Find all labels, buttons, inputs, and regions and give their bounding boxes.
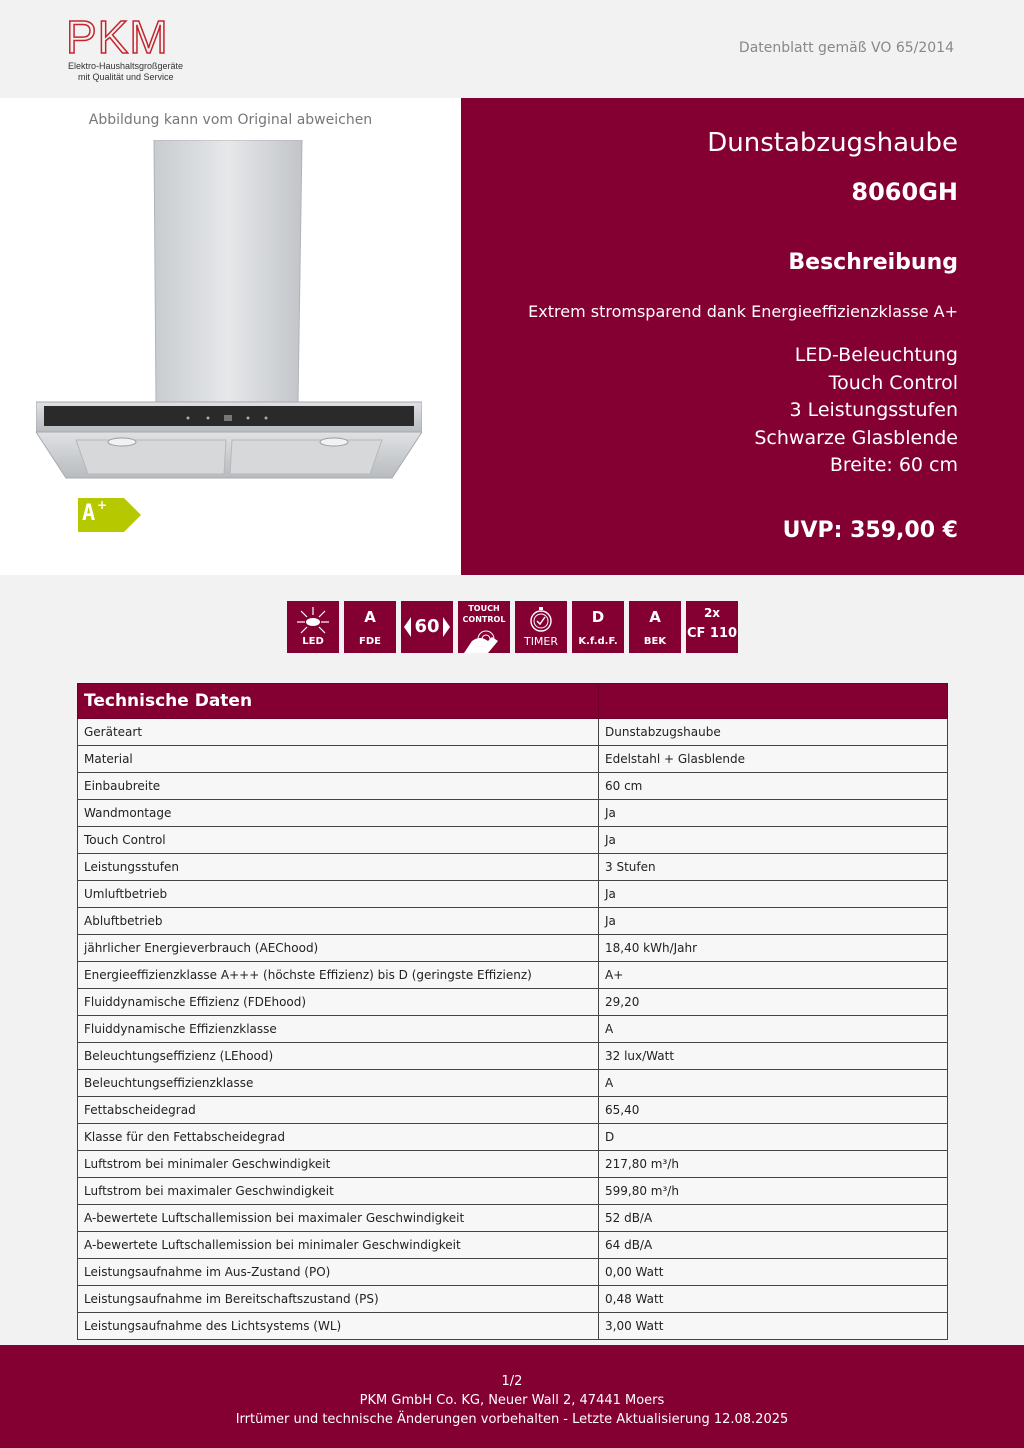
page-header [0,0,1024,98]
spec-label: Umluftbetrieb [78,881,599,908]
description-heading: Beschreibung [788,250,958,275]
product-image-panel [0,98,461,575]
table-row [78,827,948,854]
table-row [78,773,948,800]
spec-value: 64 dB/A [599,1232,948,1259]
energy-class-plus: + [97,498,108,512]
spec-value: 52 dB/A [599,1205,948,1232]
spec-value: Ja [599,827,948,854]
spec-label: Leistungsaufnahme im Bereitschaftszustand (PS) [78,1286,599,1313]
table-row [78,800,948,827]
spec-label: Wandmontage [78,800,599,827]
spec-value: A [599,1016,948,1043]
icon-label: TIMER [523,635,559,648]
spec-value: 32 lux/Watt [599,1043,948,1070]
product-info-panel [461,98,1024,575]
spec-value: D [599,1124,948,1151]
energy-class-letter: A [82,501,96,526]
spec-value: A+ [599,962,948,989]
spec-label: Leistungsstufen [78,854,599,881]
table-heading-empty [599,684,948,719]
table-row [78,989,948,1016]
table-row [78,908,948,935]
feature-list [754,342,958,480]
spec-value: 217,80 m³/h [599,1151,948,1178]
feature-item: 3 Leistungsstufen [789,399,958,421]
icon-label: LED [302,636,324,647]
range-hood-image [36,140,422,480]
icon-label: BEK [643,636,667,647]
bek-icon [629,601,681,653]
spec-label: jährlicher Energieverbrauch (AEChood) [78,935,599,962]
table-row [78,746,948,773]
spec-label: Abluftbetrieb [78,908,599,935]
spec-label: Klasse für den Fettabscheidegrad [78,1124,599,1151]
icon-width-value: 60 [414,616,440,637]
icon-label-bottom: CONTROL [462,615,506,624]
footer-disclaimer: Irrtümer und technische Änderungen vorbehalten - Letzte Aktualisierung 12.08.2025 [235,1412,789,1427]
spec-value: Ja [599,800,948,827]
feature-item: LED-Beleuchtung [794,344,958,366]
table-row [78,1286,948,1313]
footer-page-number: 1/2 [501,1374,523,1389]
spec-label: Touch Control [78,827,599,854]
table-header-row [78,684,948,719]
spec-label: Luftstrom bei minimaler Geschwindigkeit [78,1151,599,1178]
logo-subtitle-2: mit Qualität und Service [78,72,174,82]
table-heading: Technische Daten [78,684,599,719]
spec-value: 599,80 m³/h [599,1178,948,1205]
table-row [78,935,948,962]
spec-value: 3 Stufen [599,854,948,881]
datasheet-regulation-label: Datenblatt gemäß VO 65/2014 [738,40,954,56]
hand-touch-icon [458,601,510,653]
icon-label: FDE [359,636,381,647]
spec-label: Material [78,746,599,773]
width-60-icon [401,601,453,653]
spec-label: Fettabscheidegrad [78,1097,599,1124]
table-row [78,1151,948,1178]
table-row [78,1205,948,1232]
table-row [78,1313,948,1340]
feature-icon-row [287,601,738,653]
page-footer [0,1345,1024,1448]
spec-label: Geräteart [78,719,599,746]
icon-label: CF 110 [686,626,738,641]
product-price: UVP: 359,00 € [782,518,958,543]
pkm-logo [66,11,190,84]
table-row [78,1043,948,1070]
spec-value: 0,48 Watt [599,1286,948,1313]
kfdf-icon [572,601,624,653]
description-highlight: Extrem stromsparend dank Energieeffizienzklasse A+ [528,302,958,321]
table-row [78,1178,948,1205]
led-lamp-icon [287,603,339,637]
spec-value: Ja [599,881,948,908]
spec-value: Edelstahl + Glasblende [599,746,948,773]
table-row [78,962,948,989]
spec-label: Energieeffizienzklasse A+++ (höchste Effizienz) bis D (geringste Effizienz) [78,962,599,989]
table-row [78,719,948,746]
stopwatch-icon [515,603,567,639]
spec-label: Beleuchtungseffizienz (LEhood) [78,1043,599,1070]
spec-value: 3,00 Watt [599,1313,948,1340]
table-row [78,881,948,908]
spec-value: 18,40 kWh/Jahr [599,935,948,962]
fde-icon [344,601,396,653]
icon-count: 2x [703,606,721,620]
feature-item: Schwarze Glasblende [754,426,958,449]
spec-value: 65,40 [599,1097,948,1124]
spec-value: 29,20 [599,989,948,1016]
spec-value: Dunstabzugshaube [599,719,948,746]
icon-grade: A [364,608,376,626]
table-row [78,1097,948,1124]
feature-item: Breite: 60 cm [829,454,958,476]
product-title: Dunstabzugshaube [707,128,958,158]
cf110-icon [686,601,738,653]
table-row [78,1124,948,1151]
touch-control-icon [458,601,510,653]
spec-value: Ja [599,908,948,935]
product-model: 8060GH [851,178,958,206]
table-row [78,854,948,881]
feature-item: Touch Control [828,371,958,394]
led-icon [287,601,339,653]
icon-grade: D [591,608,605,626]
table-row [78,1259,948,1286]
spec-label: Fluiddynamische Effizienz (FDEhood) [78,989,599,1016]
spec-value: 0,00 Watt [599,1259,948,1286]
logo-subtitle-1: Elektro-Haushaltsgroßgeräte [68,61,184,71]
spec-label: Leistungsaufnahme im Aus-Zustand (PO) [78,1259,599,1286]
energy-class-badge [78,498,142,532]
icon-label-top: TOUCH [468,604,500,613]
image-disclaimer: Abbildung kann vom Original abweichen [88,112,373,128]
table-row [78,1070,948,1097]
table-row [78,1016,948,1043]
spec-value: 60 cm [599,773,948,800]
spec-label: A-bewertete Luftschallemission bei minimaler Geschwindigkeit [78,1232,599,1259]
spec-value: A [599,1070,948,1097]
icon-grade: A [649,608,661,626]
icon-label: K.f.d.F. [578,636,618,647]
table-row [78,1232,948,1259]
footer-company-address: PKM GmbH Co. KG, Neuer Wall 2, 47441 Moers [359,1393,665,1408]
spec-label: Einbaubreite [78,773,599,800]
spec-label: Beleuchtungseffizienzklasse [78,1070,599,1097]
spec-label: Leistungsaufnahme des Lichtsystems (WL) [78,1313,599,1340]
logo-brand-text: PKM [66,11,169,63]
spec-label: Fluiddynamische Effizienzklasse [78,1016,599,1043]
timer-icon [515,601,567,653]
spec-label: A-bewertete Luftschallemission bei maximaler Geschwindigkeit [78,1205,599,1232]
technical-data-table [77,683,947,1340]
spec-label: Luftstrom bei maximaler Geschwindigkeit [78,1178,599,1205]
